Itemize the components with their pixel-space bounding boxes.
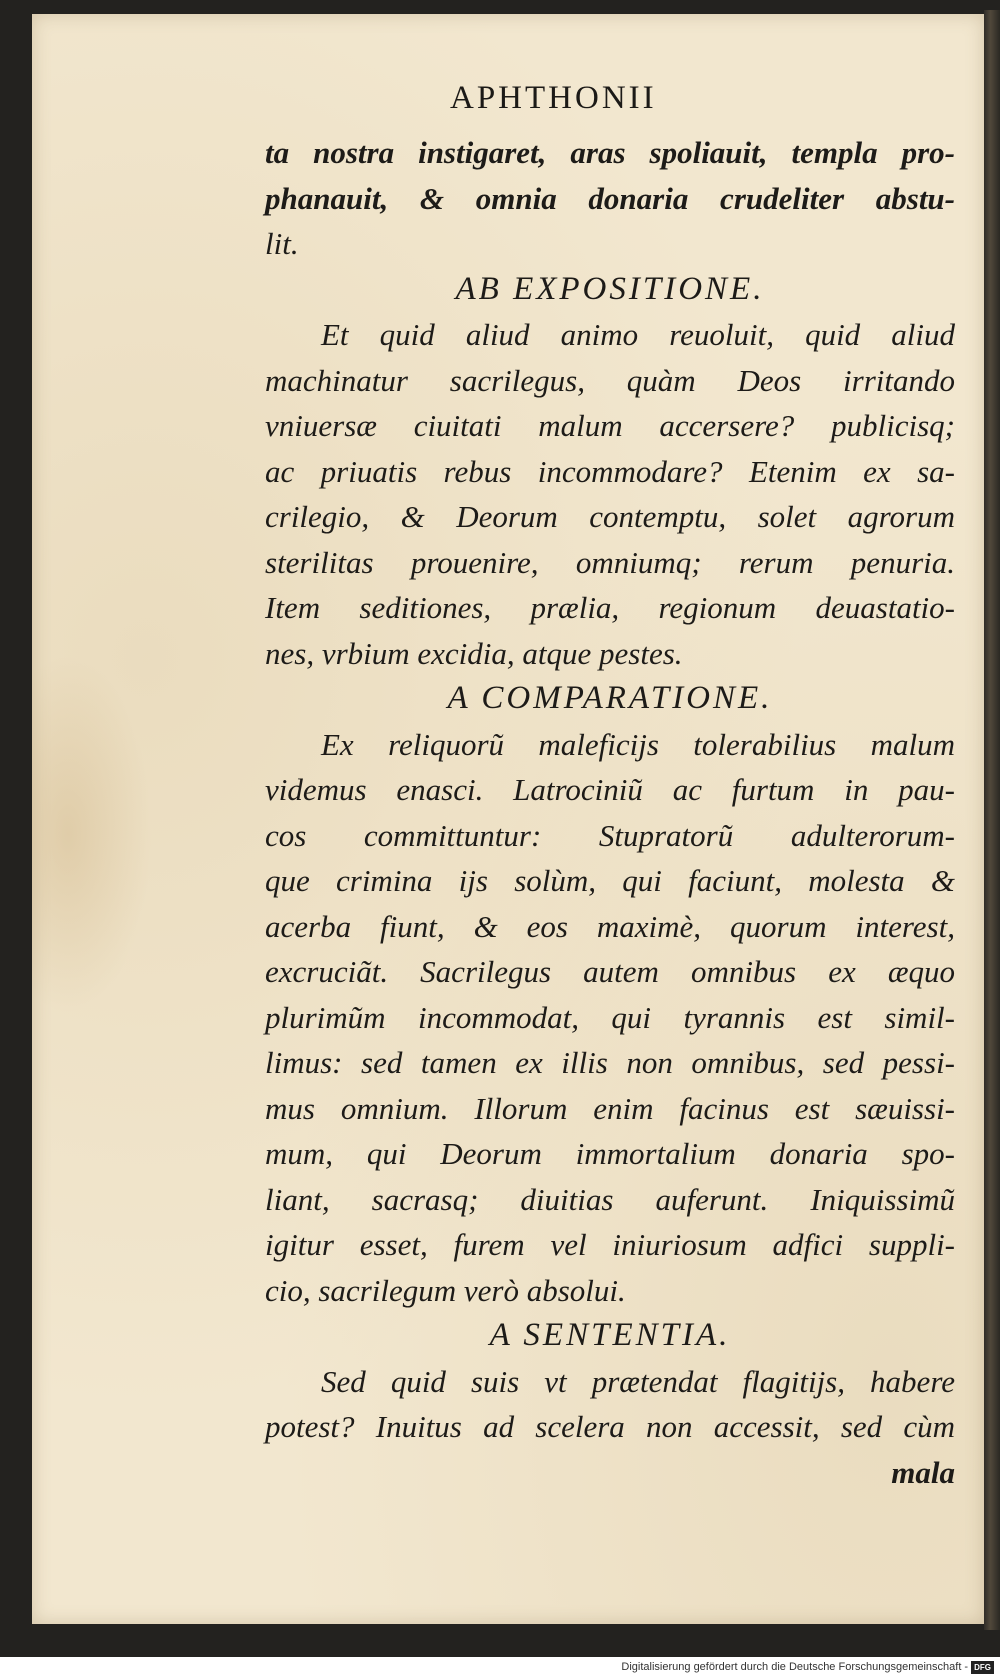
text-line: igitur esset, furem vel iniuriosum adfici suppli- — [265, 1227, 955, 1262]
text-line: mus omnium. Illorum enim facinus est sæuissi- — [265, 1090, 955, 1126]
text-line: vniuersæ ciuitati malum accersere? publicisq; — [265, 408, 955, 443]
section-heading: AB EXPOSITIONE. — [455, 270, 765, 307]
text-line: phanauit, & omnia donaria crudeliter abstu- — [265, 180, 955, 216]
text-line: cio, sacrilegum verò absolui. — [265, 1272, 626, 1308]
text-line: Et quid aliud animo reuoluit, quid aliud — [321, 317, 955, 352]
text-line: que crimina ijs solùm, qui faciunt, molesta & — [265, 863, 955, 898]
text-line: lit. — [265, 226, 299, 261]
section-heading: A COMPARATIONE. — [447, 680, 773, 716]
book-edge — [984, 10, 1000, 1630]
text-line: mum, qui Deorum immortalium donaria spo- — [265, 1136, 955, 1171]
text-line: cos committuntur: Stupratorũ adulterorum- — [265, 817, 955, 853]
text-line: machinatur sacrilegus, quàm Deos irritando — [265, 362, 955, 398]
text-line: plurimũm incommodat, qui tyrannis est simil- — [265, 999, 955, 1035]
text-line: acerba fiunt, & eos maximè, quorum interest, — [265, 908, 955, 944]
text-line: ta nostra instigaret, aras spoliauit, templa pro- — [265, 135, 955, 170]
text-line: liant, sacrasq; diuitias auferunt. Iniquissimũ — [265, 1181, 955, 1217]
text-line: videmus enasci. Latrociniũ ac furtum in pau- — [265, 772, 955, 807]
section-heading: A SENTENTIA. — [489, 1317, 731, 1353]
text-line: crilegio, & Deorum contemptu, solet agrorum — [265, 499, 955, 534]
digitization-credit — [621, 1659, 994, 1675]
text-line: ac priuatis rebus incommodare? Etenim ex sa- — [265, 453, 955, 489]
text-line: mala — [891, 1454, 955, 1490]
text-line: limus: sed tamen ex illis non omnibus, sed pessi- — [265, 1045, 955, 1080]
credit-text: Digitalisierung gefördert durch die Deutsche Forschungsgemeinschaft - — [621, 1661, 969, 1673]
dfg-logo: DFG — [971, 1661, 994, 1674]
text-line: Sed quid suis vt prætendat flagitijs, habere — [321, 1363, 955, 1399]
paper-stain — [32, 654, 152, 1014]
text-line: excruciãt. Sacrilegus autem omnibus ex æquo — [265, 954, 955, 989]
page-text — [265, 130, 955, 1495]
text-line: potest? Inuitus ad scelera non accessit, sed cùm — [265, 1409, 955, 1444]
running-head: APHTHONII — [450, 80, 657, 116]
text-line: Item seditiones, prælia, regionum deuastatio- — [265, 590, 955, 625]
text-line: Ex reliquorũ maleficijs tolerabilius malum — [321, 726, 955, 762]
text-line: sterilitas prouenire, omniumq; rerum penuria. — [265, 544, 955, 580]
text-line: nes, vrbium excidia, atque pestes. — [265, 635, 683, 671]
